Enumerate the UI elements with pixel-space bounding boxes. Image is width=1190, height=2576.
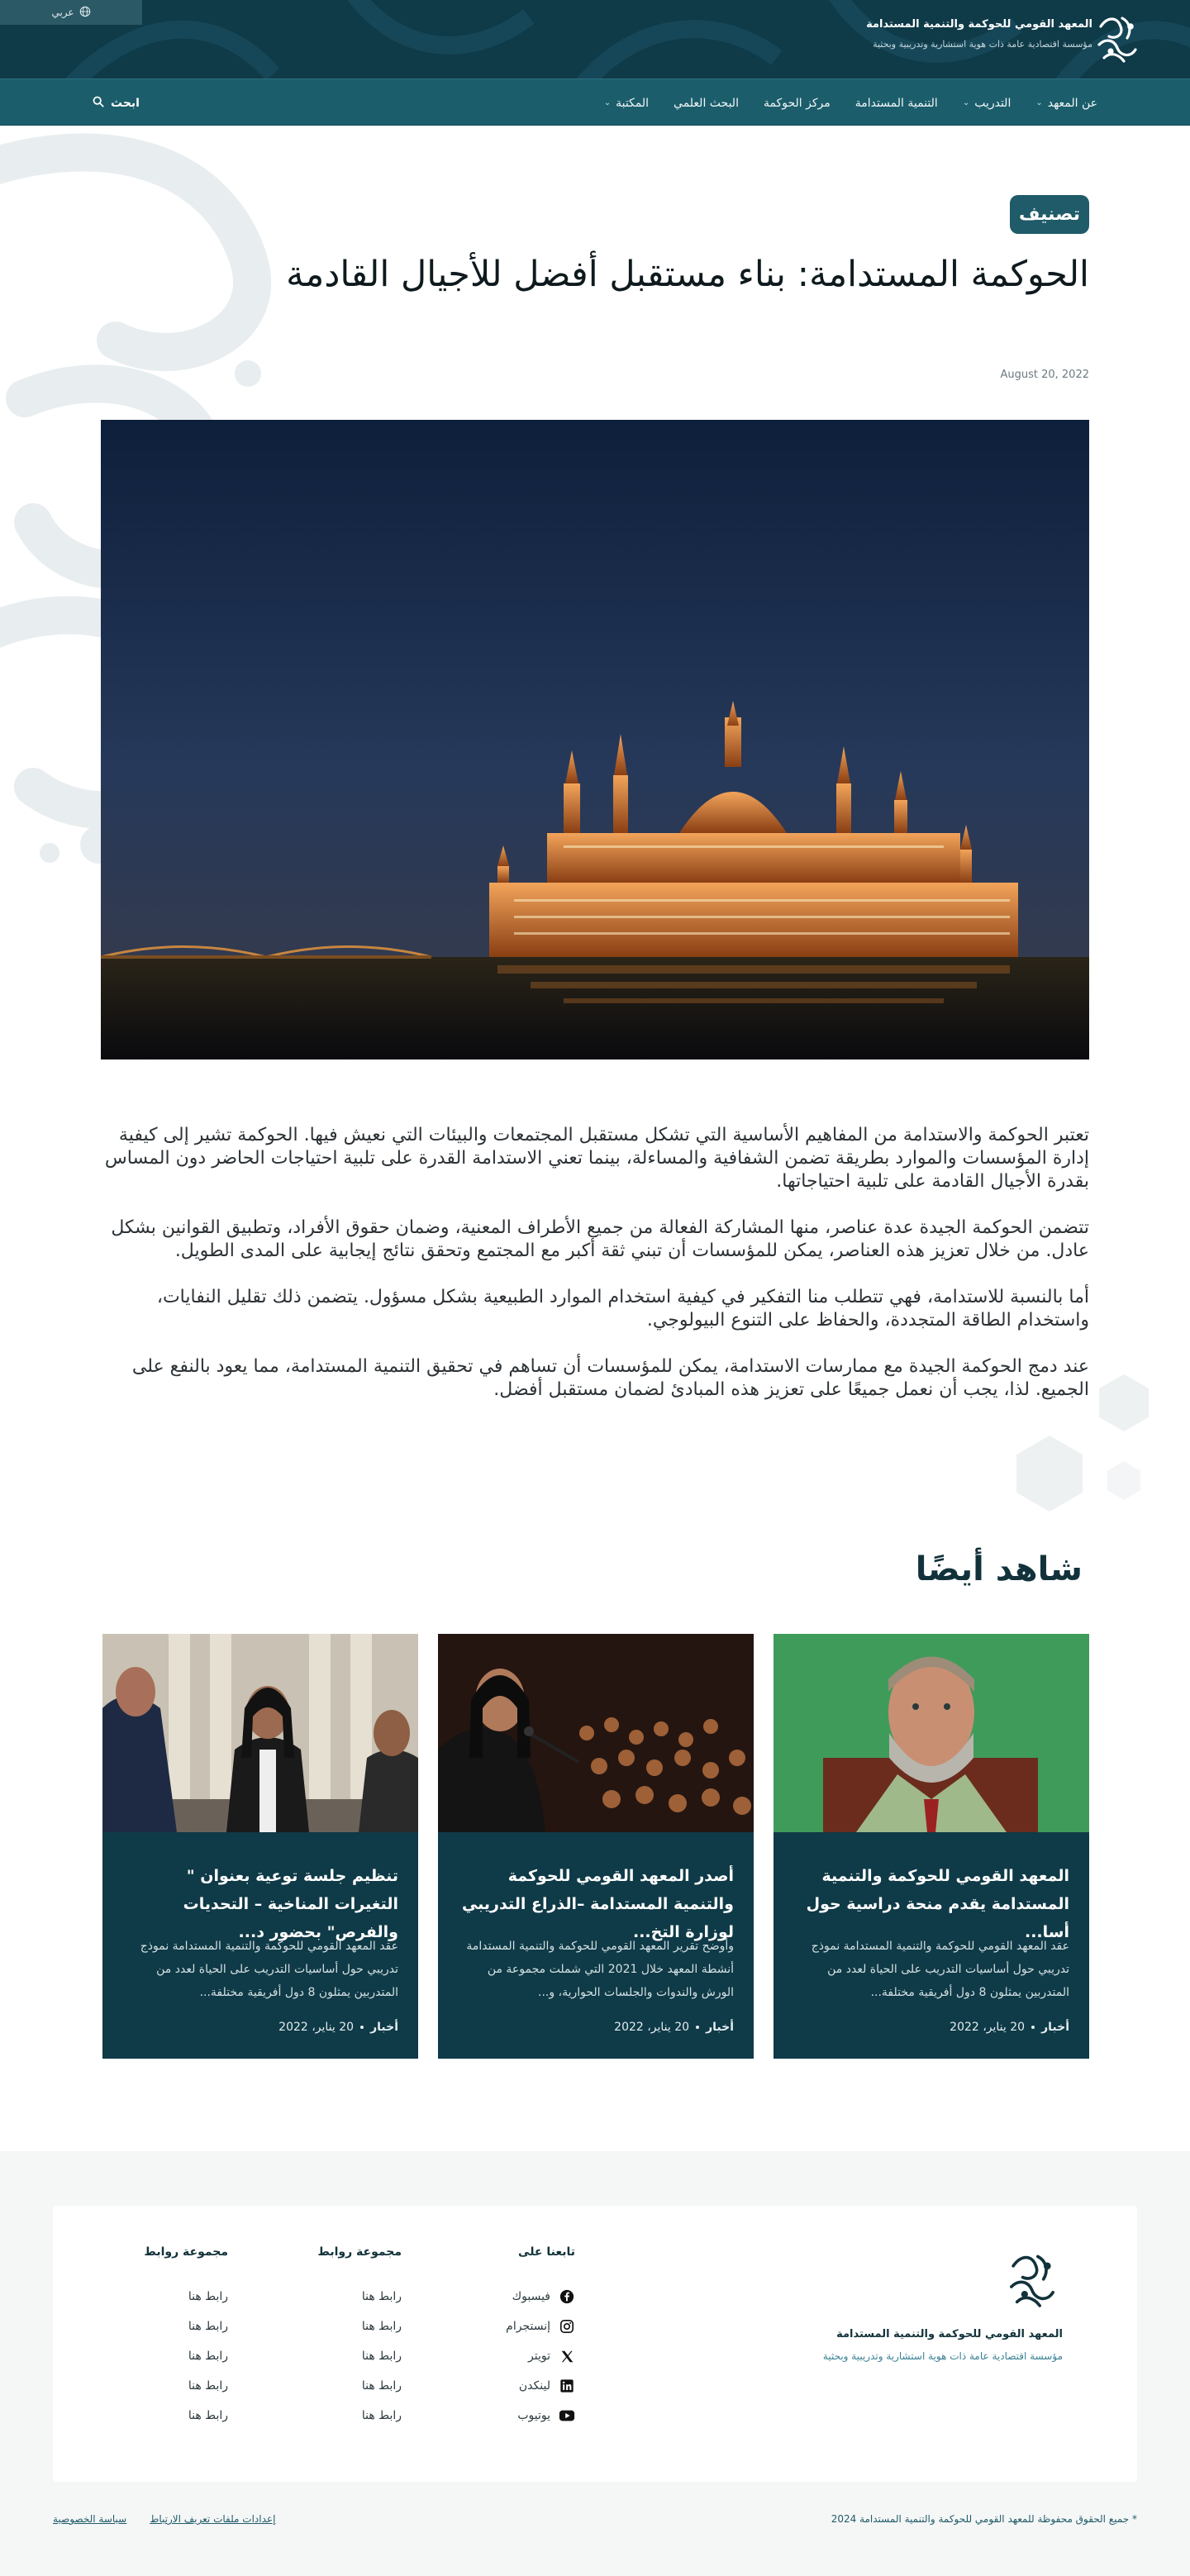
brand-subtitle: مؤسسة اقتصادية عامة ذات هوية استشارية وتدريبية وبحثية bbox=[873, 39, 1092, 50]
article-paragraph: تتضمن الحوكمة الجيدة عدة عناصر، منها المشاركة الفعالة من جميع الأطراف المعنية، وضمان حقوق الأفراد، وتطبيق القوانين بشكل عادل. من خلال تعزيز هذه العناصر، يمكن للمؤسسات أن تبني ثقة أكبر مع المجتمع وتحقق نتائج إيجابية على المدى الطويل. bbox=[111, 1217, 1089, 1261]
main-navigation bbox=[0, 79, 1190, 126]
footer-link[interactable]: رابط هنا bbox=[361, 2320, 402, 2333]
card-date: 20 يناير، 2022 bbox=[278, 2021, 355, 2034]
nav-item-label: التنمية المستدامة bbox=[854, 96, 938, 110]
nav-item-label: مركز الحوكمة bbox=[763, 96, 831, 110]
nav-item-label: البحث العلمي bbox=[674, 96, 739, 110]
social-link-linkedin[interactable] bbox=[506, 2371, 575, 2401]
card-title: تنظيم جلسة توعية بعنوان " التغيرات المناخية – التحديات والفرص" بحضور د... bbox=[183, 1867, 398, 1941]
search-button[interactable] bbox=[93, 79, 140, 126]
nav-item-label: التدريب bbox=[974, 96, 1011, 110]
news-card[interactable] bbox=[438, 1634, 754, 2059]
card-date: 20 يناير، 2022 bbox=[950, 2021, 1026, 2034]
nav-item-label: عن المعهد bbox=[1047, 96, 1097, 110]
brand-block[interactable] bbox=[866, 18, 1092, 50]
article-paragraph: عند دمج الحوكمة الجيدة مع ممارسات الاستدامة، يمكن للمؤسسات أن تساهم في تحقيق التنمية المستدامة، مما يعود بالنفع على الجميع. لذا، يجب أن نعمل جميعًا على تعزيز هذه المبادئ لضمان مستقبل أفضل. bbox=[131, 1356, 1089, 1400]
footer-link[interactable]: رابط هنا bbox=[188, 2290, 228, 2303]
nav-item-about[interactable] bbox=[1035, 97, 1097, 110]
card-description: عقد المعهد القومي للحوكمة والتنمية المستدامة نموذج تدريبي حول أساسيات التدريب على الحياة لعدد من المتدربين يمثلون 8 دول أفريقية مختلفة... bbox=[140, 1940, 398, 1999]
footer-bottom-bar bbox=[53, 2507, 1137, 2531]
social-label: تويتر bbox=[528, 2350, 550, 2363]
hero-image bbox=[101, 420, 1089, 1059]
instagram-icon bbox=[559, 2318, 575, 2335]
top-bar bbox=[0, 0, 1190, 79]
institute-logo[interactable] bbox=[1092, 10, 1142, 68]
see-also-title: شاهد أيضًا bbox=[915, 1550, 1083, 1588]
footer-brand bbox=[823, 2328, 1063, 2362]
footer-social-title: تابعنا على bbox=[518, 2245, 575, 2259]
chevron-down-icon: ⌄ bbox=[603, 98, 612, 107]
card-image-man-portrait bbox=[774, 1634, 1089, 1832]
news-card[interactable] bbox=[102, 1634, 418, 2059]
social-link-twitter[interactable] bbox=[506, 2341, 575, 2371]
news-card[interactable] bbox=[774, 1634, 1089, 2059]
card-tag: أخبار bbox=[370, 2021, 398, 2034]
globe-icon bbox=[79, 6, 91, 20]
nav-item-label: المكتبة bbox=[616, 96, 650, 110]
social-label: فيسبوك bbox=[512, 2290, 550, 2303]
nav-item-training[interactable] bbox=[963, 97, 1011, 110]
facebook-icon bbox=[559, 2288, 575, 2305]
nav-item-research[interactable] bbox=[674, 97, 739, 110]
chevron-down-icon: ⌄ bbox=[962, 98, 970, 107]
footer-link[interactable]: رابط هنا bbox=[188, 2350, 228, 2363]
social-link-instagram[interactable] bbox=[506, 2312, 575, 2341]
card-meta bbox=[278, 2021, 398, 2034]
social-link-facebook[interactable] bbox=[506, 2282, 575, 2312]
footer-link[interactable]: رابط هنا bbox=[361, 2379, 402, 2393]
brand-title: المعهد القومي للحوكمة والتنمية المستدامة bbox=[866, 18, 1092, 31]
search-label: ابحث bbox=[111, 96, 140, 110]
footer-logo[interactable] bbox=[1002, 2247, 1063, 2313]
chevron-down-icon: ⌄ bbox=[1035, 98, 1043, 107]
card-tag: أخبار bbox=[706, 2021, 734, 2034]
card-image-discussion bbox=[102, 1634, 418, 1832]
footer-links-title: مجموعة روابط bbox=[317, 2245, 402, 2259]
meta-separator bbox=[696, 2026, 699, 2029]
footer-social-column bbox=[506, 2245, 575, 2431]
card-title: أصدر المعهد القومي للحوكمة والتنمية المستدامة –الذراع التدريبي لوزارة التخ... bbox=[461, 1867, 734, 1941]
search-icon bbox=[93, 96, 104, 111]
social-label: لينكدن bbox=[518, 2379, 550, 2393]
hexagon-decoration bbox=[983, 1372, 1173, 1554]
card-meta bbox=[614, 2021, 734, 2034]
card-image-speaker bbox=[438, 1634, 754, 1832]
language-label: عربي bbox=[51, 7, 74, 18]
social-label: يوتيوب bbox=[517, 2409, 550, 2422]
card-description: وأوضح تقرير المعهد القومي للحوكمة والتنمية المستدامة أنشطة المعهد خلال 2021 التي شملت مجموعة من الورش والندوات والجلسات الحوارية، و... bbox=[466, 1940, 734, 1999]
cookie-settings-link[interactable]: إعدادات ملفات تعريف الارتباط bbox=[150, 2513, 276, 2525]
card-description: عقد المعهد القومي للحوكمة والتنمية المستدامة نموذج تدريبي حول أساسيات التدريب على الحياة لعدد من المتدربين يمثلون 8 دول أفريقية مختلفة... bbox=[811, 1940, 1069, 1999]
card-title: المعهد القومي للحوكمة والتنمية المستدامة يقدم منحة دراسية حول أسا... bbox=[806, 1867, 1069, 1941]
footer-brand-title: المعهد القومي للحوكمة والتنمية المستدامة bbox=[836, 2328, 1063, 2340]
footer-link[interactable]: رابط هنا bbox=[188, 2409, 228, 2422]
linkedin-icon bbox=[559, 2378, 575, 2394]
footer-links-column bbox=[317, 2245, 402, 2431]
footer-link[interactable]: رابط هنا bbox=[361, 2350, 402, 2363]
meta-separator bbox=[360, 2026, 364, 2029]
social-label: إنستجرام bbox=[506, 2320, 550, 2333]
category-badge[interactable]: تصنيف bbox=[1010, 195, 1089, 234]
article-paragraph: أما بالنسبة للاستدامة، فهي تتطلب منا التفكير في كيفية استخدام الموارد الطبيعية بشكل مسؤول. يتضمن ذلك تقليل النفايات، واستخدام الطاقة المتجددة، والحفاظ على التنوع البيولوجي. bbox=[156, 1287, 1089, 1331]
meta-separator bbox=[1031, 2026, 1035, 2029]
card-date: 20 يناير، 2022 bbox=[614, 2021, 690, 2034]
article-date: August 20, 2022 bbox=[1000, 369, 1089, 381]
article-paragraph: تعتبر الحوكمة والاستدامة من المفاهيم الأساسية التي تشكل مستقبل المجتمعات والبيئات التي نعيش فيها. الحوكمة تشير إلى كيفية إدارة المؤسسات والموارد بطريقة تضمن الشفافية والمساءلة، بينما تعني الاستدامة القدرة على تلبية احتياجات الحاضر دون المساس بقدرة الأجيال القادمة على تلبية احتياجاتها. bbox=[104, 1125, 1089, 1192]
nav-item-governance-center[interactable] bbox=[764, 97, 831, 110]
site-footer bbox=[0, 2151, 1190, 2576]
article-title: الحوكمة المستدامة: بناء مستقبل أفضل للأجيال القادمة bbox=[286, 254, 1089, 295]
footer-links-title: مجموعة روابط bbox=[144, 2245, 228, 2259]
footer-link[interactable]: رابط هنا bbox=[361, 2409, 402, 2422]
copyright-text: * جميع الحقوق محفوظة للمعهد القومي للحوكمة والتنمية المستدامة 2024 bbox=[831, 2513, 1137, 2525]
footer-link[interactable]: رابط هنا bbox=[361, 2290, 402, 2303]
footer-links-column bbox=[144, 2245, 228, 2431]
footer-link[interactable]: رابط هنا bbox=[188, 2320, 228, 2333]
footer-link[interactable]: رابط هنا bbox=[188, 2379, 228, 2393]
nav-items bbox=[604, 79, 1097, 126]
footer-brand-subtitle: مؤسسة اقتصادية عامة ذات هوية استشارية وتدريبية وبحثية bbox=[822, 2350, 1063, 2362]
x-twitter-icon bbox=[559, 2348, 575, 2364]
article-body bbox=[101, 1124, 1089, 1425]
legal-links bbox=[53, 2513, 275, 2525]
card-tag: أخبار bbox=[1041, 2021, 1069, 2034]
see-also-cards bbox=[101, 1634, 1089, 2059]
social-link-youtube[interactable] bbox=[506, 2401, 575, 2431]
language-switch[interactable] bbox=[0, 0, 142, 25]
privacy-policy-link[interactable]: سياسة الخصوصية bbox=[53, 2513, 127, 2525]
youtube-icon bbox=[559, 2407, 575, 2424]
nav-item-sustainable-development[interactable] bbox=[855, 97, 938, 110]
card-meta bbox=[950, 2021, 1069, 2034]
footer-card bbox=[53, 2206, 1137, 2482]
nav-item-library[interactable] bbox=[604, 97, 649, 110]
